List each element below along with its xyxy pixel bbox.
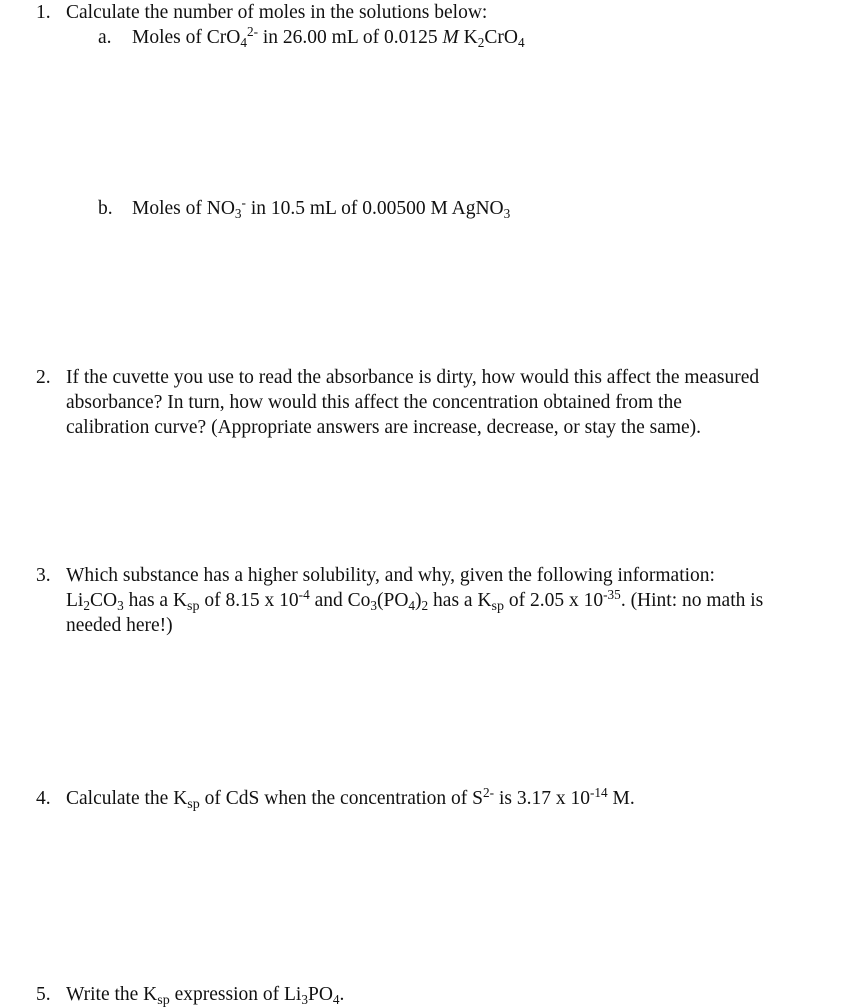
question-3-number: 3. bbox=[36, 565, 51, 586]
question-2-number: 2. bbox=[36, 367, 51, 388]
question-5-text: Write the $K_{sp}$ expression of $Li_3PO_4$. bbox=[66, 984, 345, 1008]
question-4-number: 4. bbox=[36, 788, 51, 809]
question-2-line-3: calibration curve? (Appropriate answers are increase, decrease, or stay the same). bbox=[66, 417, 702, 438]
question-3-line-2: $Li_2CO_3$ has a $K_{sp}$ of 8.15 x $10^{-4}$ and $Co_3(PO_4)_2$ has a $K_{sp}$ of 2.05 x $10^{-35}$. (Hint: no math is bbox=[66, 587, 764, 614]
question-5-number: 5. bbox=[36, 984, 51, 1005]
question-1a-text: Moles of CrO$_4^{2-}$ in 26.00 mL of 0.0125 M $K_2CrO_4$ bbox=[132, 24, 525, 50]
question-1b-text: Moles of $NO_3^-$ in 10.5 mL of 0.00500 M AgNO$_3$ bbox=[132, 195, 511, 221]
question-1-text: Calculate the number of moles in the solutions below: bbox=[66, 2, 488, 23]
question-3-line-1: Which substance has a higher solubility, and why, given the following information: bbox=[66, 565, 715, 586]
question-2-line-1: If the cuvette you use to read the absorbance is dirty, how would this affect the measured bbox=[66, 367, 760, 388]
question-3-line-3: needed here!) bbox=[66, 615, 173, 636]
question-1b-letter: b. bbox=[98, 198, 113, 219]
question-1a-letter: a. bbox=[98, 27, 112, 48]
question-4-text: Calculate the $K_{sp}$ of CdS when the concentration of $S^{2-}$ is 3.17 x $10^{-14}$ M. bbox=[66, 785, 635, 812]
question-1-number: 1. bbox=[36, 2, 51, 23]
question-2-line-2: absorbance? In turn, how would this affect the concentration obtained from the bbox=[66, 392, 682, 413]
